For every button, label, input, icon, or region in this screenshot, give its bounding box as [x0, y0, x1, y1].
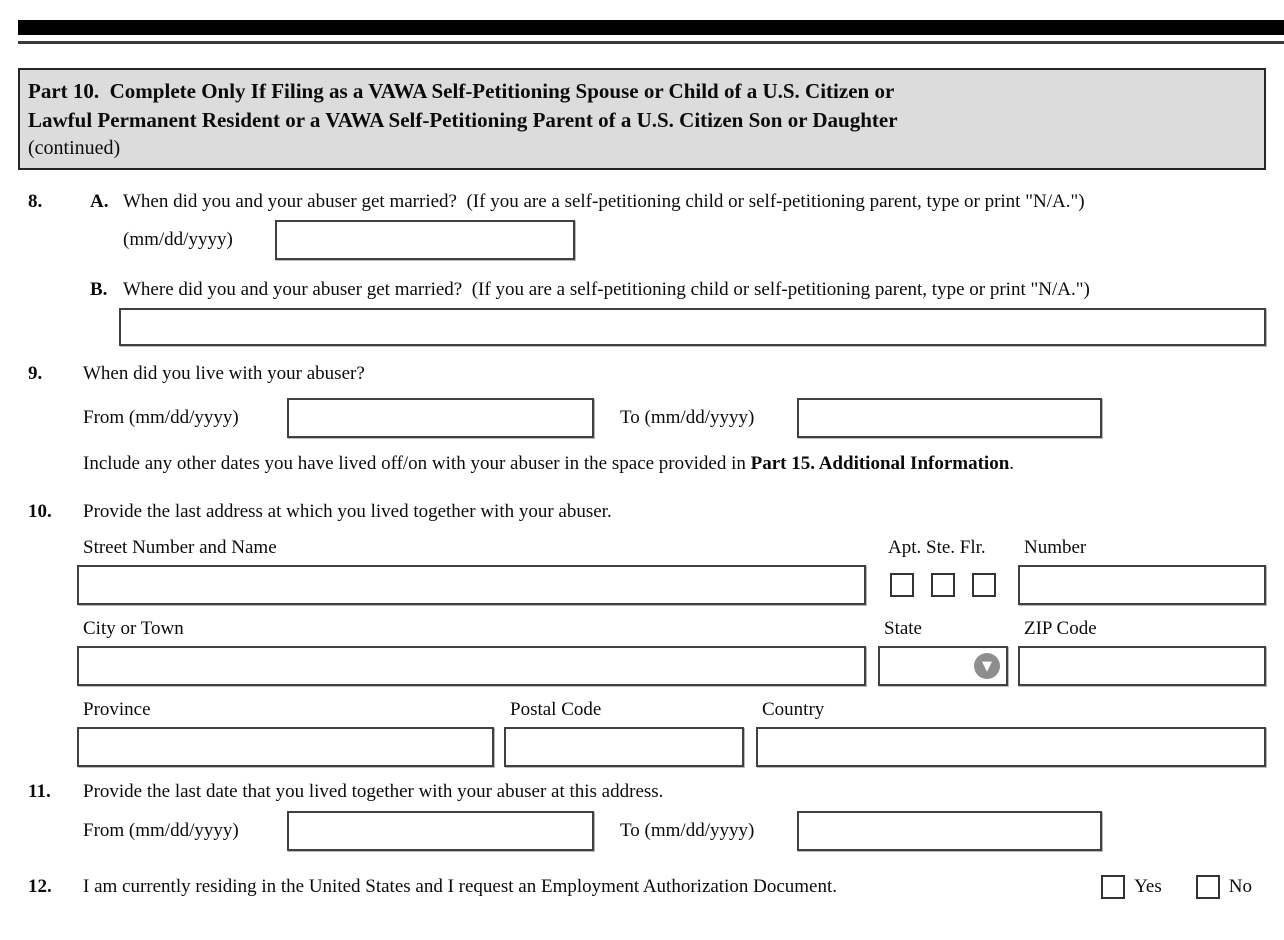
postal-code-label: Postal Code	[510, 699, 602, 720]
item-11-number: 11.	[28, 781, 51, 802]
city-or-town-label: City or Town	[83, 618, 184, 639]
item-8b	[90, 278, 1266, 346]
state-label: State	[884, 618, 922, 639]
item-9-from-label: From (mm/dd/yyyy)	[83, 407, 239, 428]
apt-checkbox[interactable]	[890, 573, 914, 597]
part-10-header	[18, 68, 1266, 170]
province-label: Province	[83, 699, 151, 720]
item-9-question: When did you live with your abuser?	[83, 363, 365, 384]
item-9-note-suffix: .	[1009, 453, 1015, 474]
country-input[interactable]	[756, 727, 1266, 767]
page-top-black-bar	[18, 20, 1284, 35]
chevron-down-icon: ▼	[974, 653, 1000, 679]
item-8-number: 8.	[28, 191, 43, 212]
item-8a-date-format-label: (mm/dd/yyyy)	[123, 229, 233, 250]
form-page	[18, 68, 1266, 899]
item-11	[28, 780, 1266, 851]
item-9-note-prefix: Include any other dates you have lived off/on with your abuser in the space provided in	[83, 453, 751, 474]
zip-code-label: ZIP Code	[1024, 618, 1097, 639]
item-8b-letter: B.	[90, 279, 108, 300]
page-top-rule	[18, 41, 1284, 44]
item-9-note	[83, 452, 1266, 476]
part-10-title-line1: Part 10. Complete Only If Filing as a VAWA Self-Petitioning Spouse or Child of a U.S. Citizen or	[28, 79, 895, 103]
item-12-yes-no-group	[1101, 875, 1266, 899]
state-select[interactable]	[878, 646, 1008, 686]
item-8a-marriage-date-input[interactable]	[275, 220, 575, 260]
street-number-and-name-label: Street Number and Name	[83, 537, 277, 558]
item-11-to-label: To (mm/dd/yyyy)	[620, 820, 755, 841]
item-9-to-label: To (mm/dd/yyyy)	[620, 407, 755, 428]
item-11-question: Provide the last date that you lived together with your abuser at this address.	[83, 781, 664, 802]
ste-checkbox[interactable]	[931, 573, 955, 597]
item-8a-question: When did you and your abuser get married? (If you are a self-petitioning child or self-petitioning parent, type or print "N/A.")	[123, 191, 1085, 212]
item-10-number: 10.	[28, 501, 52, 522]
apt-ste-flr-label: Apt. Ste. Flr.	[888, 537, 986, 558]
item-10-question: Provide the last address at which you lived together with your abuser.	[83, 501, 612, 522]
item-12-question: I am currently residing in the United States and I request an Employment Authorization Document.	[83, 876, 838, 897]
country-label: Country	[762, 699, 825, 720]
item-9-number: 9.	[28, 363, 43, 384]
item-8b-question: Where did you and your abuser get married? (If you are a self-petitioning child or self-petitioning parent, type or print "N/A.")	[123, 279, 1090, 300]
postal-code-input[interactable]	[504, 727, 744, 767]
item-10	[28, 500, 1266, 767]
item-9	[28, 362, 1266, 476]
yes-checkbox[interactable]	[1101, 875, 1125, 899]
flr-checkbox[interactable]	[972, 573, 996, 597]
street-number-and-name-input[interactable]	[77, 565, 866, 605]
item-12-number: 12.	[28, 876, 52, 897]
part-10-title-line2: Lawful Permanent Resident or a VAWA Self-Petitioning Parent of a U.S. Citizen Son or Daughter	[28, 108, 898, 132]
zip-code-input[interactable]	[1018, 646, 1266, 686]
item-8	[28, 190, 1266, 346]
item-11-to-date-input[interactable]	[797, 811, 1102, 851]
item-11-from-label: From (mm/dd/yyyy)	[83, 820, 239, 841]
city-or-town-input[interactable]	[77, 646, 866, 686]
item-9-note-part15-reference: Part 15. Additional Information	[750, 453, 1010, 474]
part-10-continued-label: (continued)	[28, 137, 121, 159]
no-checkbox[interactable]	[1196, 875, 1220, 899]
item-9-to-date-input[interactable]	[797, 398, 1102, 438]
yes-label: Yes	[1134, 876, 1162, 897]
item-12	[28, 875, 1266, 899]
no-label: No	[1228, 876, 1252, 897]
item-8b-marriage-place-input[interactable]	[119, 308, 1266, 346]
item-8a	[90, 190, 1266, 260]
item-11-from-date-input[interactable]	[287, 811, 594, 851]
unit-number-input[interactable]	[1018, 565, 1266, 605]
province-input[interactable]	[77, 727, 494, 767]
unit-number-label: Number	[1024, 537, 1087, 558]
item-9-from-date-input[interactable]	[287, 398, 594, 438]
item-8a-letter: A.	[90, 191, 109, 212]
